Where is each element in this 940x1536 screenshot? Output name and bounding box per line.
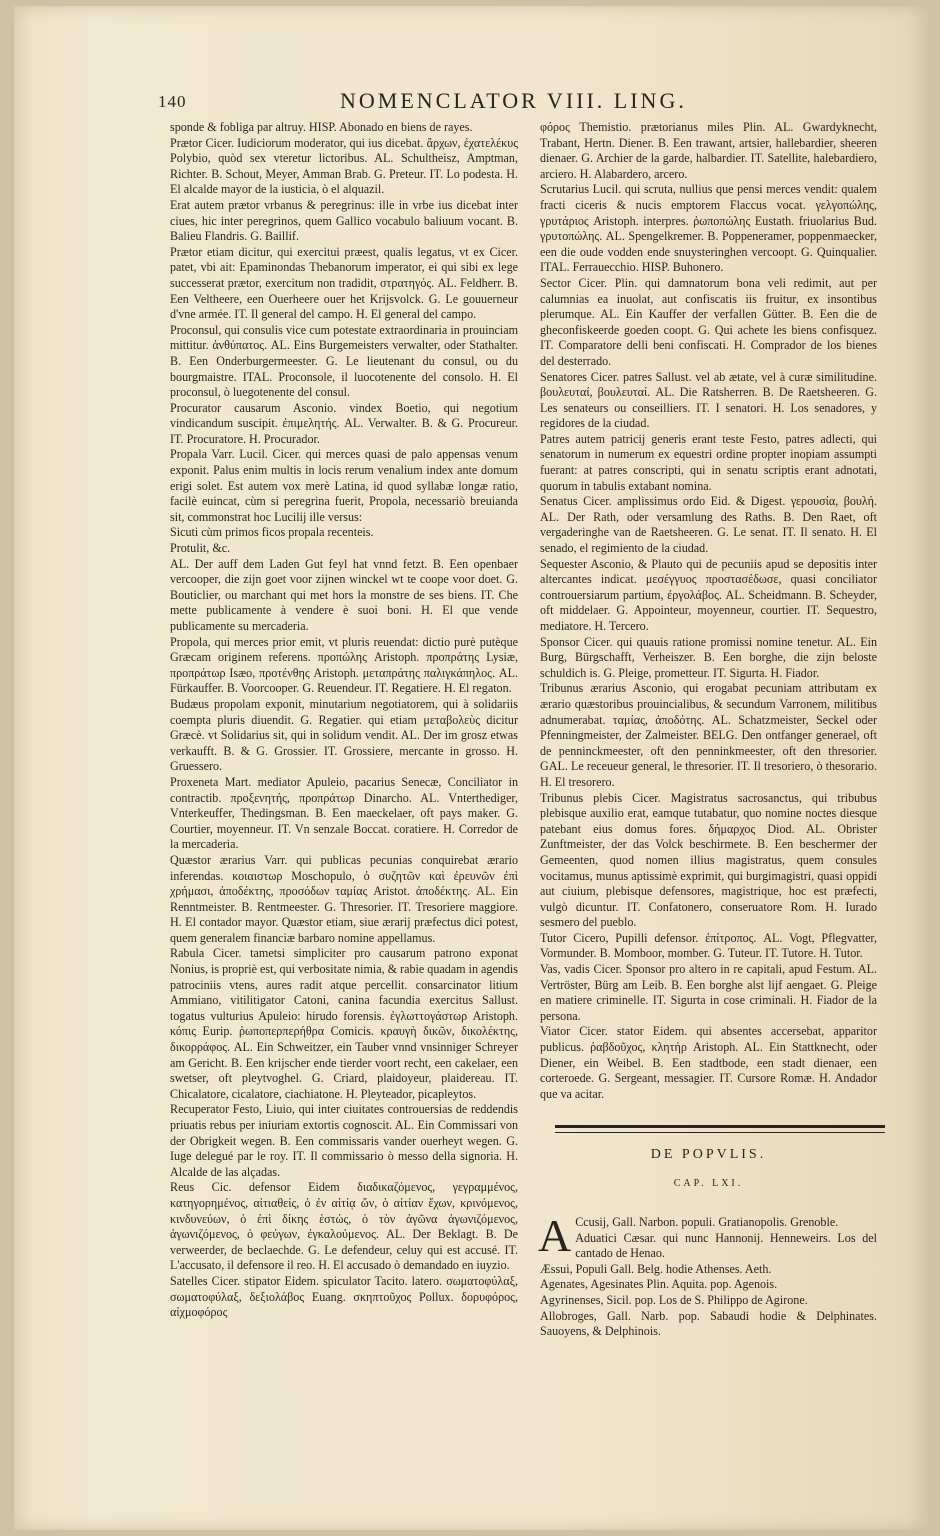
dictionary-entry: Senatus Cicer. amplissimus ordo Eid. & Digest. γερουσία, βουλή. AL. Der Rath, oder versamlung des Raths. B. Den Raet, oft vergaderinghe van de Raetsheeren. G. Le senat. IT. Il senato. H. El senado, el regimiento de la ciudad. [540, 494, 877, 556]
left-column [170, 120, 518, 1321]
dictionary-entry: Rabula Cicer. tametsi simpliciter pro causarum patrono exponat Nonius, is propriè est, qui verbositate nimia, & rabie quadam in agendis patrociniis vtens, aures radit atque percellit. consarcinator litium Ammiano, vitilitigator Catoni, canina facundia exercitus Sallust. togatus vulturius Apuleio: hirudo forensis. ἐγλωττογάστωρ Aristoph. κόπις Eurip. ῥωποπερπερήθρα Comicis. κραυγὴ δικῶν, δικολέκτης, δικορράφος. AL. Ein Schweitzer, ein Tauber vnnd vnsinniger Schreyer am Gericht. B. Een krijscher ende tierder voort recht, een cakelaer, een swetser, oft pleytvoghel. G. Criard, plaidoyeur, plaidereau. IT. Chicalatore, cicalatore, ciachiatone. H. Pleyteador, picapleytos. [170, 946, 518, 1101]
dictionary-entry: Agyrinenses, Sicil. pop. Los de S. Philippo de Agirone. [540, 1292, 808, 1307]
dictionary-entry: sponde & fobliga par altruy. HISP. Abonado en biens de rayes. [170, 120, 473, 134]
dictionary-entry: Recuperator Festo, Liuio, qui inter ciuitates controuersias de reddendis priuatis rebus per iniuriam extortis cognoscit. AL. Ein Commissari von der Obrigkeit wegen. B. Een commissaris vander ouerheyt wegen. G. Iuge delegué par le roy. IT. Il commissario ò messo della signoria. H. Alcalde de las alçadas. [170, 1102, 518, 1179]
dictionary-entry: Prætor etiam dicitur, qui exercitui præest, qualis legatus, vt ex Cicer. patet, vbi ait: Epaminondas Thebanorum imperator, ei qui sibi ex lege successerat prætor, exercitum non tradidit, στρατηγός. AL. Feldherr. B. Een Veltheere, een Ouerheere ouer het Krijsvolck. G. Le gouuerneur d'vne armée. IT. Il general del campo. H. El general del campo. [170, 244, 518, 322]
dictionary-entry: Proxeneta Mart. mediator Apuleio, pacarius Senecæ, Conciliator in contractib. προξενητής, προπράτωρ Dinarcho. AL. Vnterthediger, Vnterkeuffer, Thedingsman. B. Een maeckelaer, oft pays maker. G. Courtier, moyenneur. IT. Vn senzale Boccat. coratiere. H. Corredor de la mercaderia. [170, 774, 518, 852]
running-title: NOMENCLATOR VIII. LING. [340, 88, 687, 113]
dictionary-entry: φόρος Themistio. prætorianus miles Plin. AL. Gwardyknecht, Trabant, Hertn. Diener. B. Een trawant, artsier, hallebardier, sheeren dienaer. G. Archier de la garde, halbardier. IT. Satellite, halebardiero, arciero. H. Alabardero, arcero. [540, 120, 877, 181]
dictionary-entry: Satelles Cicer. stipator Eidem. spiculator Tacito. latero. σωματοφύλαξ, σωματοφύλαξ, δεξιολάβος Euang. σκηπτοῦχος Pollux. δορυφόρος, αἰχμοφόρος [170, 1273, 518, 1320]
verse-line: Sicuti cùm primos ficos propala recenteis. [170, 525, 374, 540]
verse-line: Protulit, &c. [170, 541, 231, 556]
entry-text: Ccusij, Gall. Narbon. populi. Gratianopolis. Grenoble. [575, 1215, 839, 1229]
dictionary-entry: Viator Cicer. stator Eidem. qui absentes accersebat, apparitor publicus. ῥαβδοῦχος, κλητήρ Aristoph. AL. Ein Stattknecht, oder Diener, ein Weibel. B. Een stadtbode, een stadt dienaer, een corteroede. G. Sergeant, messagier. IT. Cursore Romæ. H. Andador que va acitar. [540, 1024, 877, 1101]
dictionary-entry: Erat autem prætor vrbanus & peregrinus: ille in vrbe ius dicebat inter ciues, hic inter peregrinos, quem Gallico vocabulo baliuum vocant. B. Balieu Flandris. G. Baillif. [170, 197, 518, 244]
dictionary-entry: Propala Varr. Lucil. Cicer. qui merces quasi de palo appensas venum exponit. Palus enim multis in locis rerum venalium index ante domum erigi solet. Est autem vox merè Latina, id quod syllabæ longæ ratio, facilè euincat, cùm si peregrina fuerit, Propola, necessariò breuianda sit, commonstrat hoc Lucilij ille versus: [170, 447, 518, 524]
dictionary-entry: Reus Cic. defensor Eidem διαδικαζόμενος, γεγραμμένος, κατηγορημένος, αἰτιαθείς, ὁ ἐν αἰτίᾳ ὤν, ὁ αἰτίαν ἔχων, κρινόμενος, κινδυνεύων, ὁ ἐπὶ δίκης ἑστώς, ὁ τὸν ἀγῶνα ἀγωνιζόμενος, ἀγωνιζόμενος, ὁ φεύγων, ἐγκαλούμενος. AL. Der Beklagt. B. De verweerder, de beclaechde. G. Le defendeur, celuy qui est accusé. IT. L'accusato, il defensore il reo. H. El accusado ò demandado en iuyzio. [170, 1180, 518, 1273]
dictionary-entry: Allobroges, Gall. Narb. pop. Sabaudi hodie & Delphinates. Sauoyens, & Delphinois. [540, 1308, 877, 1339]
dictionary-entry: AL. Der auff dem Laden Gut feyl hat vnnd fetzt. B. Een openbaer vercooper, die zijn goet voor zijnen winckel wt te coope voor doet. G. Bouticlier, ou marchant qui met hors la monstre de ses biens. IT. Che mette publicamente à vendere è suoi boni. H. El que vende publicamente su mercaderia. [170, 556, 518, 633]
dictionary-entry: Vas, vadis Cicer. Sponsor pro altero in re capitali, apud Festum. AL. Vertröster, Bürg am Leib. B. Een borghe alst lijf aengaet. G. Pleige en matiere criminelle. IT. Sigurta in cose criminali. H. Fiador de la persona. [540, 962, 877, 1023]
dictionary-entry: Quæstor ærarius Varr. qui publicas pecunias conquirebat ærario inferendas. κοιαιστωρ Moschopulo, ὁ συζητῶν καὶ ἐρευνῶν ἐπὶ χρήμασι, ἀποδέκτης, προσόδων ταμίας Aristot. ἀποδέκτης. AL. Ein Renntmeister. B. Rentmeester. G. Thresorier. IT. Tresoriere maggiore. H. El contador mayor. Quæstor etiam, siue ærarij præfectus dici potest, quem generalem financiæ barbaro nomine appellamus. [170, 852, 518, 945]
dictionary-entry: Scrutarius Lucil. qui scruta, nullius que pensi merces vendit: qualem fracti ciceris & nucis emptorem Flaccus vocat. γελγοπώλης, γρυτάριος Aristoph. interpres. ῥωποπώλης Eustath. friuolarius Bud. γρυτοπώλης. AL. Spengelkremer. B. Poppeneramer, poppenmaecker, een die oude vodden ende snuysteringhen vercoopt. G. Quinqualier. ITAL. Ferrauecchio. HISP. Buhonero. [540, 182, 877, 275]
drop-capital: A [538, 1210, 572, 1261]
dictionary-entry: Procurator causarum Asconio. vindex Boetio, qui negotium vindicandum suscipit. ἐπιμελητής. AL. Verwalter. B. & G. Procureur. IT. Procuratore. H. Procurador. [170, 400, 518, 446]
dictionary-entry: Tribunus plebis Cicer. Magistratus sacrosanctus, qui tribubus plebisque auxilio erat, eamque tutabatur, quo nomine noctes diesque patebant eius domus fores. δήμαρχος Diod. AL. Obrister Zunftmeister, der das Volck beschirmete. B. Een beschermer der Gemeenten, quod nomen illius magistratus, quem consules vocitamus, munus aptissimè exprimit, qui burgimagistri, quasi oppidi aut ciuium, plebisque defensores, magistrique, hoc est præfecti, vulgò dicuntur. IT. Confatonero, conseruatore Rom. H. Iurado sesmero del pueblo. [540, 790, 877, 930]
dictionary-entry: Sequester Asconio, & Plauto qui de pecuniis apud se depositis inter altercantes indicat. μεσέγγυος προστασέδωσε, quasi conciliator controuersiarum partium, ἐργολάβος. AL. Scheidmann. B. Scheyder, oft middelaer. G. Appointeur, moyenneur, courtier. IT. Sequestro, mediatore. H. Tercero. [540, 556, 877, 633]
dictionary-entry: Aduatici Cæsar. qui nunc Hannonij. Henneweirs. Los del cantado de Henao. [575, 1230, 877, 1261]
section-divider [555, 1125, 885, 1133]
dictionary-entry: Tutor Cicero, Pupilli defensor. ἐπίτροπος. AL. Vogt, Pflegvatter, Vormunder. B. Momboor, momber. G. Tuteur. IT. Tutore. H. Tutor. [540, 930, 877, 961]
dictionary-entry: Tribunus ærarius Asconio, qui erogabat pecuniam attributam ex ærario quæstoribus prouincialibus, & secundum Varronem, militibus adnumerabat. ταμίας, ἀποδότης. AL. Schatzmeister, Seckel oder Pfenningmeister, der Zalmeister. BELG. Den ontfanger generael, oft de penninckmeester, oft den penninkmeester, oft den thresorier. GAL. Le receueur general, le thresorier. IT. Il tresoriero, ò thesorario. H. El tresorero. [540, 681, 877, 789]
dictionary-entry: Sector Cicer. Plin. qui damnatorum bona veli redimit, aut per calumnias ea inuolat, aut confiscatis iis fruitur, ex insontibus plerumque. AL. Ein Kauffer der verfallen Gütter. B. Een die de gheconfiskeerde goeden coopt. G. Qui achete les biens confisquez. IT. Comparatore delli beni confiscati. H. Comprador de los bienes del desterrado. [540, 275, 877, 368]
right-column [540, 120, 877, 1102]
dictionary-entry: Senatores Cicer. patres Sallust. vel ab ætate, vel à curæ similitudine. βουλευταί, βουλευταί. AL. Die Ratsherren. B. De Raetsheeren. G. Les senateurs ou conseilliers. IT. I senatori. H. Los senadores, y regidores de la ciudad. [540, 369, 877, 431]
dictionary-entry: Patres autem patricij generis erant teste Festo, patres adlecti, qui senatorum in numerum ex equestri ordine propter inopiam assumpti fuerant: at patres conscripti, qui in senatu scriptis erant adnotati, quorum in tabulis extabant nomina. [540, 431, 877, 493]
chapter-number: CAP. LXI. [673, 1178, 744, 1189]
dictionary-entry: Æssui, Populi Gall. Belg. hodie Athenses. Aeth. [540, 1261, 772, 1276]
dictionary-entry: Budæus propolam exponit, minutarium negotiatorem, qui à solidariis coempta pluris diuendit. G. Regatier. qui etiam μεταβολεὺς dicitur Græcè. vt Solidarius sit, qui in solidum vendit. AL. Der im grosz etwas verkaufft. B. & G. Grossier. IT. Grossiere, mercante in grosso. H. Gruessero. [170, 696, 518, 774]
dictionary-entry: Proconsul, qui consulis vice cum potestate extraordinaria in prouinciam mittitur. ἀνθύπατος. AL. Eins Burgemeisters verwalter, oder Stathalter. B. Een Onderburgermeester. G. Le lieutenant du consul, ou du bourgmaistre. ITAL. Proconsole, il luocotenente del consolo. H. El proconsul, ò luegotenente del consul. [170, 322, 518, 400]
dictionary-entry: Propola, qui merces prior emit, vt pluris reuendat: dictio purè putèque Græcam originem referens. προπώλης Aristoph. προπράτης Lysiæ, προπράτωρ Isæo, προτένθης Aristoph. μεταπράτης παλιγκάπηλος. AL. Fürkauffer. B. Voorcooper. G. Reuendeur. IT. Regatiere. H. El regaton. [170, 634, 518, 696]
section-entries [538, 1210, 877, 1340]
dictionary-entry: Agenates, Agesinates Plin. Aquita. pop. Agenois. [540, 1277, 778, 1292]
dictionary-entry: Sponsor Cicer. qui quauis ratione promissi nomine tenetur. AL. Ein Burg, Bürgschafft, Verheiszer. B. Een borghe, die zijn beloste schuldich is. G. Pleige, prometteur. IT. Sigurta. H. Fiador. [540, 634, 877, 680]
dictionary-entry: Prætor Cicer. Iudiciorum moderator, qui ius dicebat. ἄρχων, ἐχατελέκυς Polybio, quòd sex vteretur lictoribus. AL. Schultheisz, Amptman, Richter. B. Schout, Meyer, Amman Brab. G. Preteur. IT. Lo podesta. H. El alcalde mayor de la iusticia, ò el alquazil. [170, 135, 518, 197]
page-number: 140 [158, 92, 187, 111]
section-title: DE POPVLIS. [650, 1147, 767, 1162]
